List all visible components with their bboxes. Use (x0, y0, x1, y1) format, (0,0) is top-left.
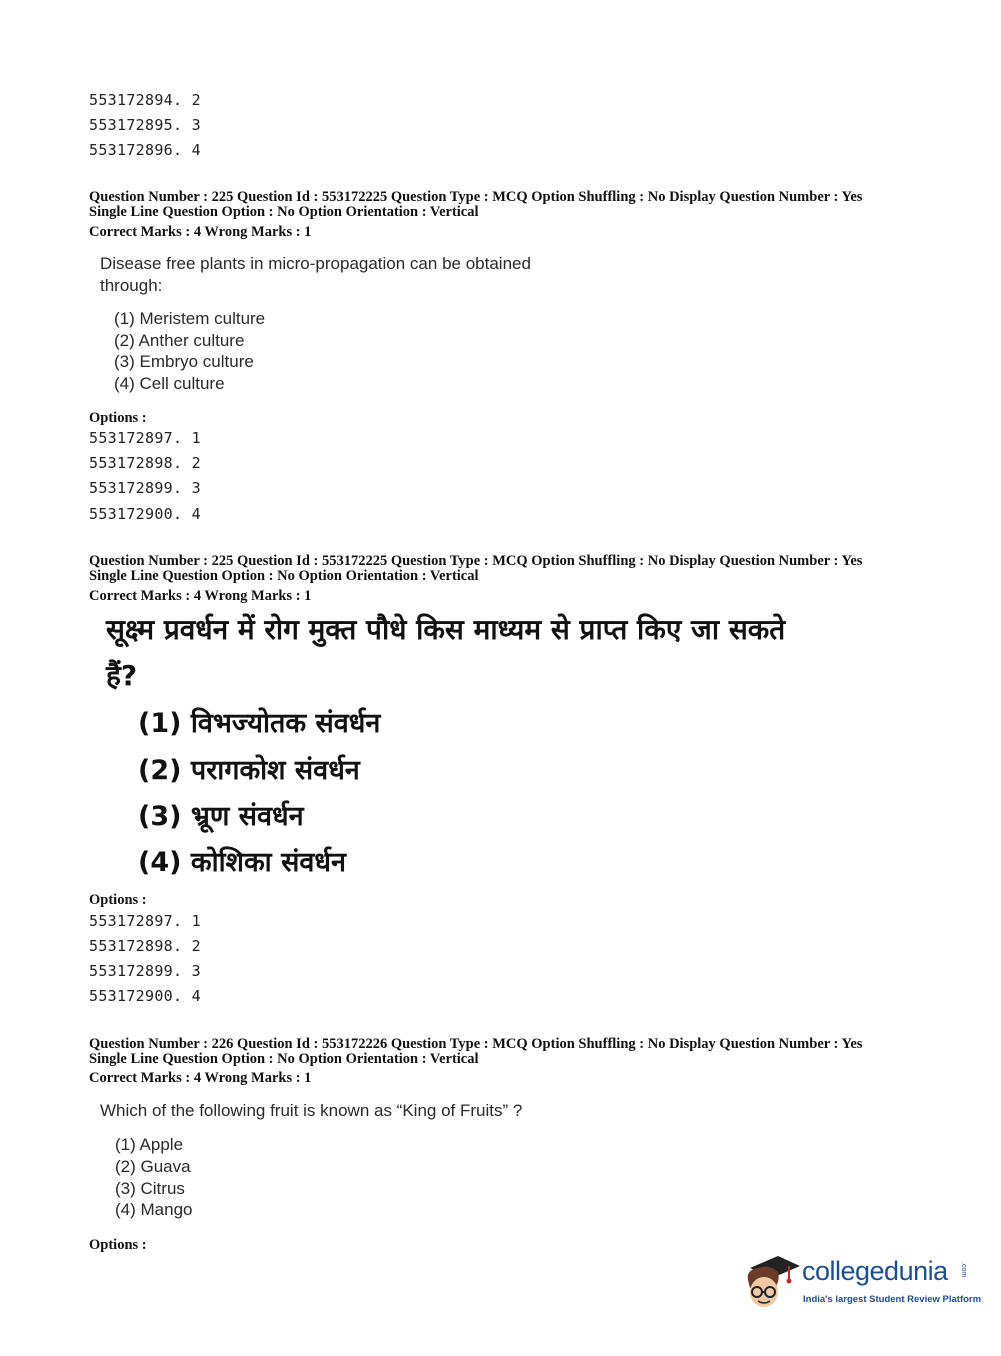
question-meta: Single Line Question Option : No Option Orientation : Vertical (89, 568, 479, 584)
answer-choice: (4) कोशिका संवर्धन (138, 847, 346, 878)
answer-choice: (4) Cell culture (114, 374, 225, 393)
question-meta: Question Number : 225 Question Id : 553172225 Question Type : MCQ Option Shuffling : No Display Question Number : Yes (89, 553, 863, 569)
option-id: 553172900. 4 (89, 505, 201, 523)
option-id: 553172898. 2 (89, 937, 201, 955)
option-id: 553172897. 1 (89, 429, 201, 447)
question-marks: Correct Marks : 4 Wrong Marks : 1 (89, 588, 312, 604)
brand-name: collegedunia (802, 1256, 948, 1286)
answer-choice: (3) Citrus (115, 1179, 185, 1198)
question-text: through: (100, 276, 163, 295)
option-id: 553172900. 4 (89, 987, 201, 1005)
option-id: 553172894. 2 (89, 91, 201, 109)
question-meta: Single Line Question Option : No Option Orientation : Vertical (89, 1051, 479, 1067)
question-text: हैं? (106, 659, 138, 692)
answer-choice: (3) भ्रूण संवर्धन (138, 801, 304, 832)
answer-choice: (2) परागकोश संवर्धन (138, 755, 360, 786)
option-id: 553172898. 2 (89, 454, 201, 472)
answer-choice: (1) Meristem culture (114, 309, 266, 328)
question-meta: Question Number : 225 Question Id : 553172225 Question Type : MCQ Option Shuffling : No Display Question Number : Yes (89, 189, 863, 205)
options-label: Options : (89, 410, 147, 426)
options-label: Options : (89, 892, 147, 908)
option-id: 553172899. 3 (89, 962, 201, 980)
option-id: 553172896. 4 (89, 141, 201, 159)
options-label: Options : (89, 1237, 147, 1253)
option-id: 553172895. 3 (89, 116, 201, 134)
answer-choice: (3) Embryo culture (114, 352, 254, 371)
answer-choice: (2) Guava (115, 1157, 191, 1176)
option-id: 553172897. 1 (89, 912, 201, 930)
answer-choice: (4) Mango (115, 1200, 193, 1219)
answer-choice: (2) Anther culture (114, 331, 245, 350)
brand-tld: .com (960, 1262, 967, 1278)
mascot-icon (740, 1250, 802, 1312)
question-text: Disease free plants in micro-propagation can be obtained (100, 254, 531, 273)
brand-tagline: India's largest Student Review Platform (803, 1294, 982, 1305)
question-meta: Single Line Question Option : No Option Orientation : Vertical (89, 204, 479, 220)
collegedunia-logo (740, 1250, 982, 1312)
question-text: सूक्ष्म प्रवर्धन में रोग मुक्त पौधे किस माध्यम से प्राप्त किए जा सकते (106, 613, 786, 646)
question-marks: Correct Marks : 4 Wrong Marks : 1 (89, 224, 312, 240)
answer-choice: (1) Apple (115, 1135, 184, 1154)
question-text: Which of the following fruit is known as “King of Fruits” ? (100, 1101, 523, 1120)
answer-choice: (1) विभज्योतक संवर्धन (138, 708, 381, 739)
option-id: 553172899. 3 (89, 479, 201, 497)
question-marks: Correct Marks : 4 Wrong Marks : 1 (89, 1070, 312, 1086)
question-meta: Question Number : 226 Question Id : 553172226 Question Type : MCQ Option Shuffling : No Display Question Number : Yes (89, 1036, 863, 1052)
